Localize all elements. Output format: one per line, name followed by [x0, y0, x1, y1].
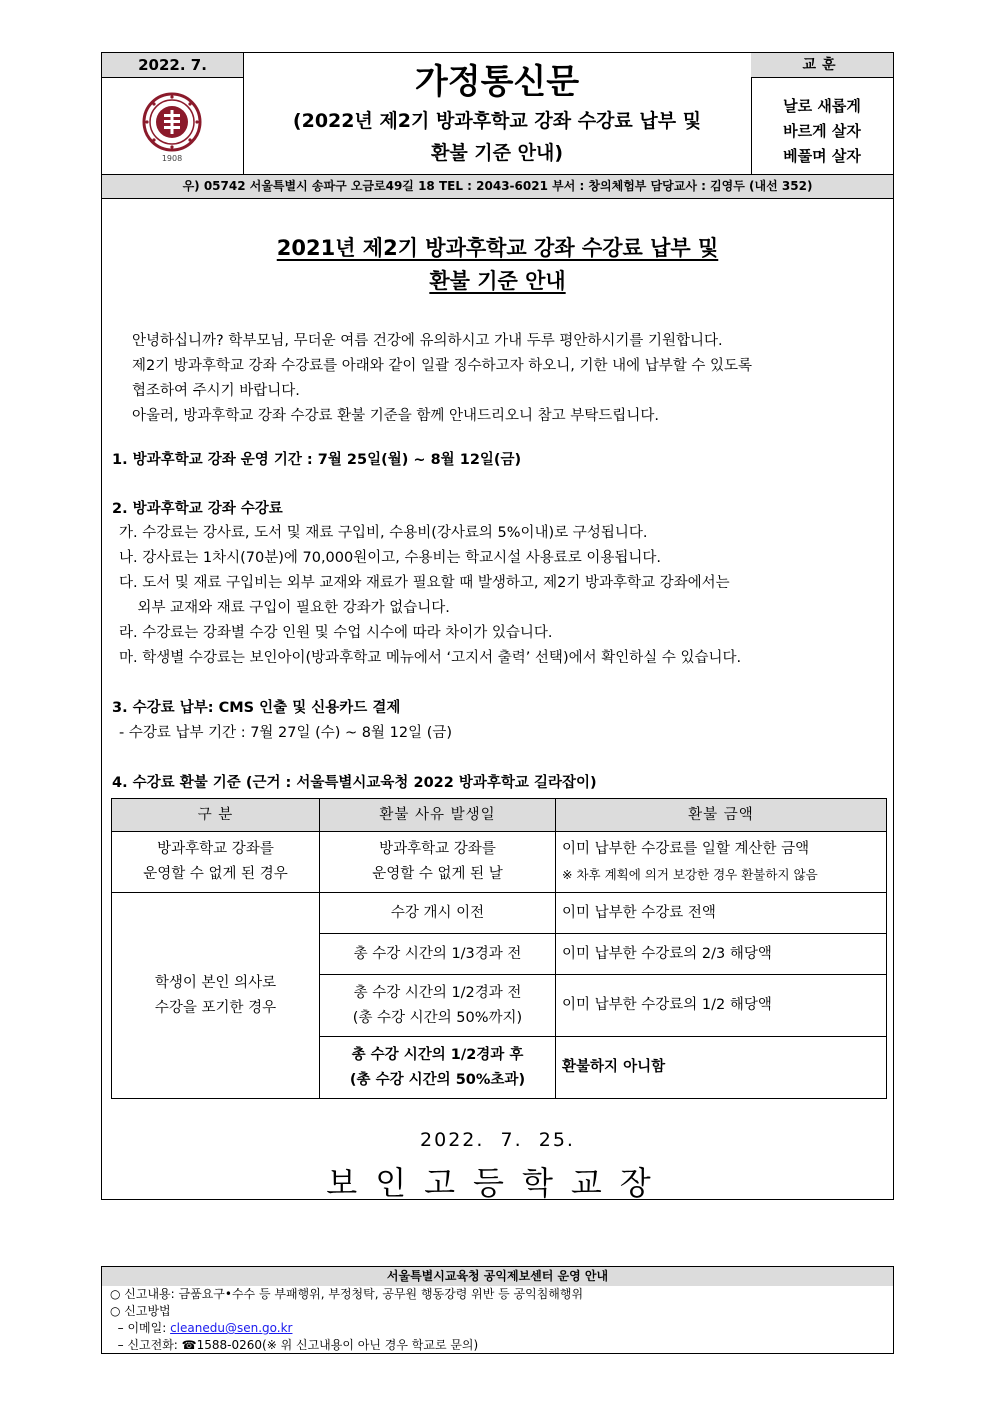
- signature-date: 2022. 7. 25.: [420, 1129, 575, 1151]
- when-cell: [320, 1037, 556, 1099]
- when-cell: 총 수강 시간의 1/3경과 전: [320, 934, 556, 975]
- intro-line: 안녕하십니까? 학부모님, 무더운 여름 건강에 유의하시고 가내 두루 평안하시기를 기원합니다.: [132, 333, 723, 349]
- letter-subtitle-line1: (2022년 제2기 방과후학교 강좌 수강료 납부 및: [292, 110, 702, 132]
- amount-cell: 이미 납부한 수강료의 2/3 해당액: [556, 934, 887, 975]
- amount-cell: 이미 납부한 수강료 전액: [556, 893, 887, 934]
- document-title-line1: 2021년 제2기 방과후학교 강좌 수강료 납부 및: [276, 236, 719, 260]
- issue-date: 2022. 7.: [102, 53, 243, 78]
- intro-line: 아울러, 방과후학교 강좌 수강료 환불 기준을 함께 안내드리오니 참고 부탁드립니다.: [132, 408, 659, 424]
- contact-bar: 우) 05742 서울특별시 송파구 오금로49길 18 TEL : 2043-6021 부서 : 창의체험부 담당교사 : 김영두 (내선 352): [101, 174, 894, 199]
- section-2-item: 가. 수강료는 강사료, 도서 및 재료 구입비, 수용비(강사료의 5%이내)로 구성됩니다.: [119, 525, 648, 541]
- letter-title: 가정통신문: [414, 62, 580, 102]
- notice-line: ○ 신고방법: [110, 1304, 171, 1318]
- intro-line: 제2기 방과후학교 강좌 수강료를 아래와 같이 일괄 징수하고자 하오니, 기한 내에 납부할 수 있도록: [132, 358, 753, 374]
- amount-note: ※ 차후 계획에 의거 보강한 경우 환불하지 않음: [562, 867, 818, 882]
- section-3-item: - 수강료 납부 기간 : 7월 27일 (수) ~ 8월 12일 (금): [119, 725, 453, 741]
- section-2-item: 마. 학생별 수강료는 보인아이(방과후학교 메뉴에서 ‘고지서 출력’ 선택)에서 확인하실 수 있습니다.: [119, 650, 742, 666]
- header-left-cell: [102, 53, 244, 174]
- notice-heading: 서울특별시교육청 공익제보센터 운영 안내: [102, 1267, 893, 1286]
- section-3-heading: 3. 수강료 납부: CMS 인출 및 신용카드 결제: [112, 700, 401, 716]
- amount-cell: [556, 832, 887, 893]
- table-header-cell: 환불 금액: [556, 799, 887, 832]
- category-cell: [112, 893, 320, 1099]
- intro-line: 협조하여 주시기 바랍니다.: [132, 383, 300, 399]
- email-label: – 이메일:: [110, 1321, 171, 1335]
- cell-line: 운영할 수 없게 된 날: [372, 866, 503, 882]
- document-title: [102, 232, 893, 298]
- header-title-cell: [243, 53, 752, 174]
- email-link[interactable]: cleanedu@sen.go.kr: [170, 1321, 293, 1335]
- when-cell: [320, 832, 556, 893]
- section-2-heading: 2. 방과후학교 강좌 수강료: [112, 501, 283, 517]
- notice-email-line: [102, 1320, 893, 1337]
- section-2-item: 라. 수강료는 강좌별 수강 인원 및 수업 시수에 따라 차이가 있습니다.: [119, 625, 553, 641]
- notice-line: ○ 신고내용: 금품요구•수수 등 부패행위, 부정청탁, 공무원 행동강령 위반 등 공익침해행위: [110, 1287, 584, 1301]
- category-cell: [112, 832, 320, 893]
- intro-paragraph: [132, 329, 882, 429]
- letter-body: [101, 198, 894, 1200]
- section-2-item: 다. 도서 및 재료 구입비는 외부 교재와 재료가 필요할 때 발생하고, 제2기 방과후학교 강좌에서는: [119, 575, 730, 591]
- cell-line: 운영할 수 없게 된 경우: [143, 866, 288, 882]
- cell-line: 방과후학교 강좌를: [379, 841, 496, 857]
- table-header-cell: 환불 사유 발생일: [320, 799, 556, 832]
- amount-cell: 이미 납부한 수강료의 1/2 해당액: [556, 975, 887, 1037]
- refund-table: [111, 798, 887, 1099]
- cell-line: (총 수강 시간의 50%까지): [352, 1009, 523, 1026]
- table-row: [112, 893, 887, 934]
- cell-line: 학생이 본인 의사로: [154, 974, 277, 991]
- school-emblem-icon: [140, 91, 204, 165]
- document-title-line2: 환불 기준 안내: [429, 269, 566, 293]
- cell-line: 이미 납부한 수강료를 일할 계산한 금액: [562, 841, 810, 857]
- motto-heading: 교훈: [751, 53, 893, 78]
- motto-line: 베풀며 살자: [783, 147, 861, 165]
- cell-line: 총 수강 시간의 1/2경과 전: [353, 984, 522, 1001]
- letter-header: [101, 52, 894, 175]
- table-row: [112, 832, 887, 893]
- section-2-item: 외부 교재와 재료 구입이 필요한 강좌가 없습니다.: [119, 600, 450, 616]
- table-header-cell: 구 분: [112, 799, 320, 832]
- table-header-row: [112, 799, 887, 832]
- school-motto: [751, 94, 893, 169]
- whistleblower-notice: [101, 1266, 894, 1354]
- when-cell: 수강 개시 이전: [320, 893, 556, 934]
- cell-line: 방과후학교 강좌를: [157, 841, 274, 857]
- motto-line: 바르게 살자: [783, 122, 861, 140]
- section-4-heading: 4. 수강료 환불 기준 (근거 : 서울특별시교육청 2022 방과후학교 길라잡이): [112, 775, 597, 791]
- emblem-year: 1908: [161, 154, 183, 163]
- notice-phone-line: – 신고전화: ☎1588-0260(※ 위 신고내용이 아닌 경우 학교로 문의): [110, 1338, 479, 1352]
- cell-line: (총 수강 시간의 50%초과): [349, 1071, 526, 1088]
- cell-line: 수강을 포기한 경우: [154, 999, 277, 1016]
- section-2-item: 나. 강사료는 1차시(70분)에 70,000원이고, 수용비는 학교시설 사용료로 이용됩니다.: [119, 550, 662, 566]
- when-cell: [320, 975, 556, 1037]
- motto-line: 날로 새롭게: [783, 97, 861, 115]
- cell-line: 총 수강 시간의 1/2경과 후: [351, 1046, 524, 1063]
- letter-subtitle-line2: 환불 기준 안내): [430, 142, 564, 164]
- principal-signature: 보인고등학교장: [326, 1164, 669, 1202]
- section-1-heading: 1. 방과후학교 강좌 운영 기간 : 7월 25일(월) ~ 8월 12일(금): [112, 452, 522, 468]
- amount-cell: 환불하지 아니함: [556, 1037, 887, 1099]
- header-motto-cell: [751, 53, 893, 174]
